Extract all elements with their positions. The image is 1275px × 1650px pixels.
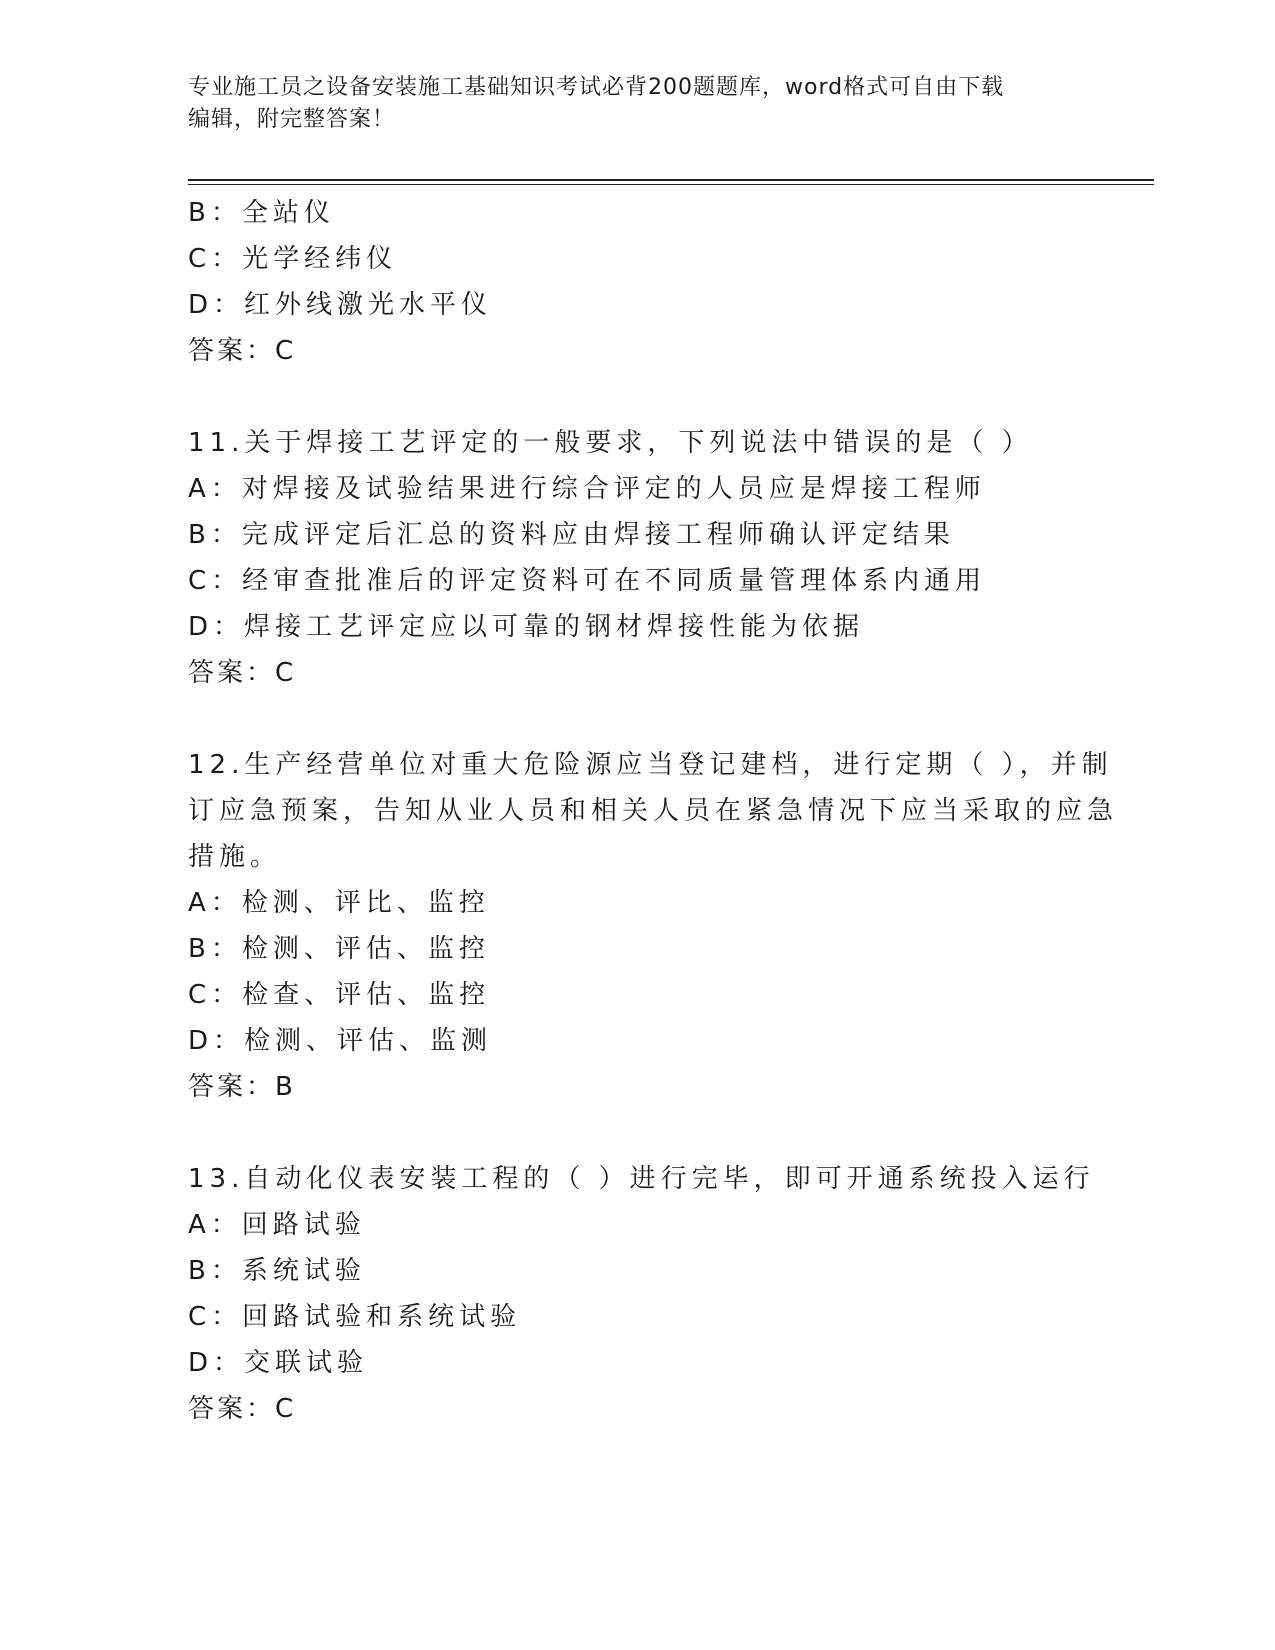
option-b: B：完成评定后汇总的资料应由焊接工程师确认评定结果 [188,520,955,550]
spacer [188,1110,1088,1156]
question-13 [188,1156,1095,1432]
question-stem-line-3: 措施。 [188,842,282,872]
answer: 答案：B [188,1072,296,1102]
question-12 [188,742,1119,1110]
option-a: A：检测、评比、监控 [188,888,490,918]
question-stem-line-2: 订应急预案，告知从业人员和相关人员在紧急情况下应当采取的应急 [188,796,1119,826]
header-divider-thick [188,179,1154,181]
answer: 答案：C [188,658,297,688]
answer: 答案：C [188,1394,297,1424]
document-header [188,72,1088,136]
spacer [188,696,1088,742]
option-a: A：回路试验 [188,1210,366,1240]
question-list [188,190,1119,1432]
option-c: C：检查、评估、监控 [188,980,491,1010]
option-c: C：经审查批准后的评定资料可在不同质量管理体系内通用 [188,566,987,596]
option-c: C：光学经纬仪 [188,244,398,274]
option-b: B：检测、评估、监控 [188,934,490,964]
option-d: D：红外线激光水平仪 [188,290,493,320]
question-stem-line-1: 12.生产经营单位对重大危险源应当登记建档，进行定期（ ），并制 [188,750,1113,780]
option-d: D：检测、评估、监测 [188,1026,493,1056]
question-stem: 13.自动化仪表安装工程的（ ）进行完毕，即可开通系统投入运行 [188,1164,1095,1194]
option-a: A：对焊接及试验结果进行综合评定的人员应是焊接工程师 [188,474,986,504]
header-line-1: 专业施工员之设备安装施工基础知识考试必背200题题库，word格式可自由下载 [188,75,1005,100]
option-b: B：系统试验 [188,1256,366,1286]
option-d: D：焊接工艺评定应以可靠的钢材焊接性能为依据 [188,612,865,642]
spacer [188,374,1088,420]
answer: 答案：C [188,336,297,366]
option-c: C：回路试验和系统试验 [188,1302,522,1332]
question-11 [188,420,1088,696]
header-divider-thin [188,184,1154,185]
question-stem: 11.关于焊接工艺评定的一般要求，下列说法中错误的是（ ） [188,428,1033,458]
option-b: B：全站仪 [188,198,335,228]
header-line-2: 编辑，附完整答案！ [188,107,396,132]
question-10-continued [188,190,1088,374]
option-d: D：交联试验 [188,1348,369,1378]
